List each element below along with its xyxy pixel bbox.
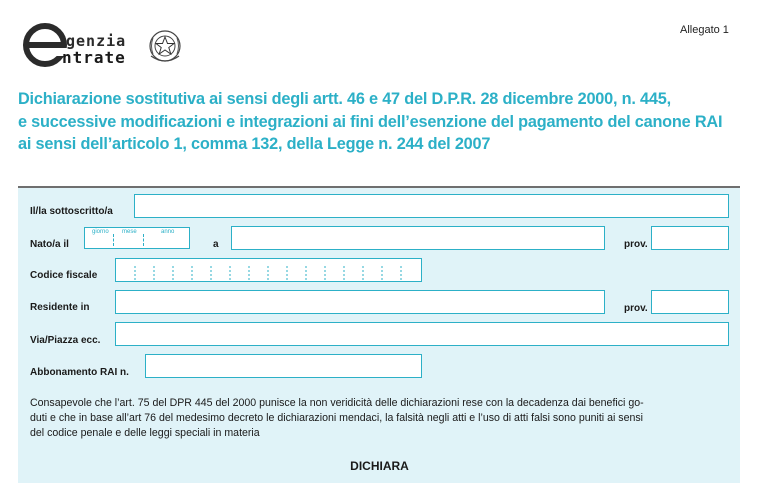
date-giorno-label: giorno <box>92 229 109 235</box>
note-line-2: duti e che in base all’art 76 del medesimo decreto le dichiarazioni mendaci, la falsità negli atti e l’uso di atti falsi sono puniti ai sensi <box>30 412 644 424</box>
birth-place-field[interactable] <box>231 226 605 250</box>
birth-prov-field[interactable] <box>651 226 729 250</box>
title-line-3: ai sensi dell’articolo 1, comma 132, della Legge n. 244 del 2007 <box>18 135 491 153</box>
luogo-a-label: a <box>213 239 219 250</box>
logo-text-entrate: ntrate <box>62 48 126 67</box>
sottoscritto-field[interactable] <box>134 194 729 218</box>
sottoscritto-label: Il/la sottoscritto/a <box>30 206 113 217</box>
nato-label: Nato/a il <box>30 239 69 250</box>
title-line-1: Dichiarazione sostitutiva ai sensi degli artt. 46 e 47 del D.P.R. 28 dicembre 2000, n. 445, <box>18 90 671 108</box>
italian-republic-emblem-icon <box>146 26 184 66</box>
codice-fiscale-label: Codice fiscale <box>30 270 98 281</box>
codice-fiscale-field[interactable] <box>115 258 422 282</box>
date-mese-label: mese <box>122 229 137 235</box>
dichiara-heading: DICHIARA <box>350 459 409 473</box>
logo-text-agenzia: genzia <box>66 32 127 50</box>
consapevole-note <box>30 396 732 441</box>
residente-label: Residente in <box>30 302 90 313</box>
allegato-label: Allegato 1 <box>680 24 729 36</box>
title-line-2: e successive modificazioni e integrazioni ai fini dell’esenzione del pagamento del canone RAI <box>18 112 723 131</box>
birth-date-field[interactable] <box>84 227 190 249</box>
abbonamento-label: Abbonamento RAI n. <box>30 367 129 378</box>
date-divider <box>113 234 114 246</box>
via-field[interactable] <box>115 322 729 346</box>
note-line-1: Consapevole che l’art. 75 del DPR 445 del 2000 punisce la non veridicità delle dichiarazioni rese con la decadenza dai benefici go- <box>30 397 644 409</box>
codice-fiscale-cells <box>116 259 421 281</box>
note-line-3: del codice penale e delle leggi speciali in materia <box>30 427 260 439</box>
date-anno-label: anno <box>161 229 175 235</box>
prov2-label: prov. <box>624 303 648 314</box>
date-divider <box>143 234 144 246</box>
residente-prov-field[interactable] <box>651 290 729 314</box>
document-title <box>18 88 748 156</box>
abbonamento-field[interactable] <box>145 354 422 378</box>
prov-label: prov. <box>624 239 648 250</box>
via-label: Via/Piazza ecc. <box>30 335 101 346</box>
residente-field[interactable] <box>115 290 605 314</box>
